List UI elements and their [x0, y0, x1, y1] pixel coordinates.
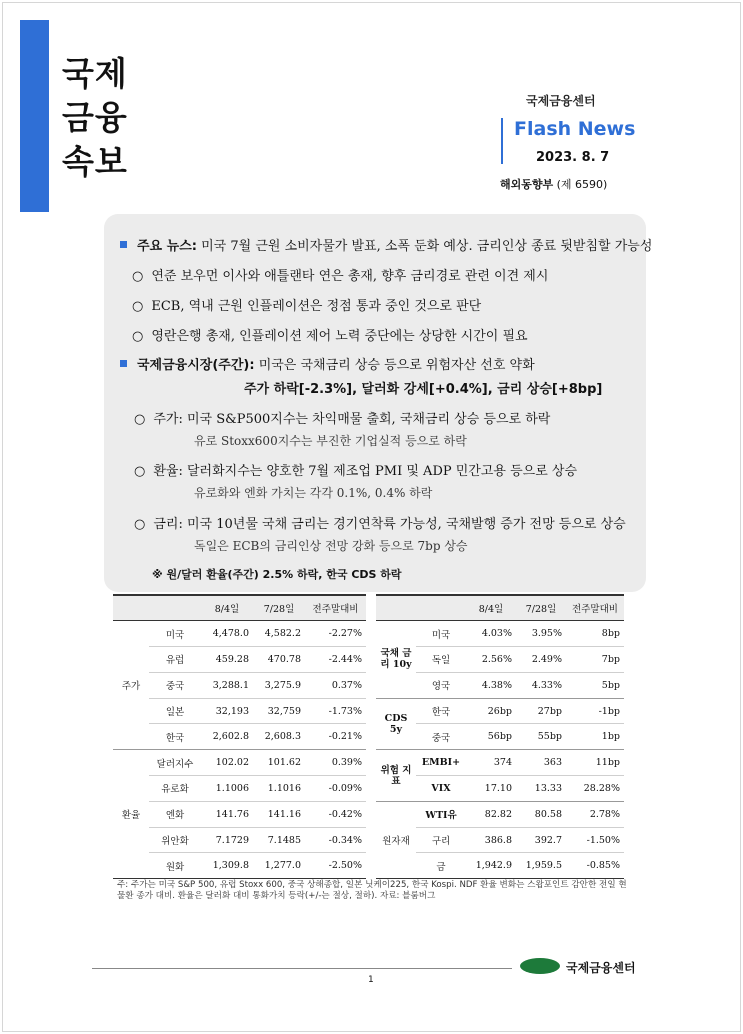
- cell-previous: 80.58: [516, 801, 566, 827]
- cell-change: 1bp: [566, 724, 624, 750]
- cell-current: 459.28: [201, 647, 253, 673]
- table-header: [149, 595, 201, 621]
- cell-current: 56bp: [466, 724, 516, 750]
- table-header: 전주말대비: [305, 595, 366, 621]
- news-headline: [120, 235, 652, 254]
- cell-change: 2.78%: [566, 801, 624, 827]
- row-label: VIX: [416, 776, 466, 802]
- table-rates-commodities: [376, 594, 624, 879]
- table-row: [113, 750, 366, 776]
- square-bullet-icon: [120, 360, 127, 367]
- market-item-label: 금리:: [153, 517, 183, 532]
- table-row: [113, 853, 366, 879]
- cell-change: 28.28%: [566, 776, 624, 802]
- department: [500, 176, 607, 192]
- document-title: [62, 52, 128, 184]
- row-label: 유로화: [149, 776, 201, 802]
- market-headline: [120, 354, 535, 373]
- series-name: Flash News: [514, 118, 636, 140]
- cell-change: -2.27%: [305, 621, 366, 647]
- cell-previous: 32,759: [253, 698, 305, 724]
- table-header: 전주말대비: [566, 595, 624, 621]
- cell-change: 0.39%: [305, 750, 366, 776]
- news-label: 주요 뉴스:: [137, 239, 197, 254]
- news-item-text: 연준 보우먼 이사와 애틀랜타 연은 총재, 향후 금리경로 관련 이견 제시: [151, 269, 549, 284]
- group-label: 원자재: [376, 801, 416, 878]
- circle-bullet-icon: ○: [132, 269, 144, 284]
- title-line-3: 속보: [62, 142, 128, 181]
- cell-current: 4.03%: [466, 621, 516, 647]
- circle-bullet-icon: ○: [132, 299, 144, 314]
- market-item-label: 주가:: [153, 412, 183, 427]
- market-item-rates: [134, 513, 626, 532]
- cell-current: 1.1006: [201, 776, 253, 802]
- cell-change: -1.50%: [566, 827, 624, 853]
- market-headline-text: 미국은 국채금리 상승 등으로 위험자산 선호 약화: [258, 358, 535, 373]
- market-item-line2: 유로화와 엔화 가치는 각각 0.1%, 0.4% 하락: [194, 486, 433, 500]
- cell-previous: 1,277.0: [253, 853, 305, 879]
- news-item: [132, 325, 528, 344]
- circle-bullet-icon: ○: [134, 517, 146, 532]
- org-name: 국제금융센터: [526, 94, 596, 108]
- cell-previous: 101.62: [253, 750, 305, 776]
- cell-current: 17.10: [466, 776, 516, 802]
- row-label: 미국: [149, 621, 201, 647]
- cell-current: 3,288.1: [201, 672, 253, 698]
- cell-previous: 392.7: [516, 827, 566, 853]
- cell-change: -1.73%: [305, 698, 366, 724]
- market-item-label: 환율:: [153, 464, 183, 479]
- cell-change: -2.44%: [305, 647, 366, 673]
- cell-previous: 13.33: [516, 776, 566, 802]
- group-label: CDS 5y: [376, 698, 416, 750]
- cell-current: 141.76: [201, 801, 253, 827]
- cell-change: -0.42%: [305, 801, 366, 827]
- cell-current: 4,478.0: [201, 621, 253, 647]
- table-row: [376, 750, 624, 776]
- cell-previous: 4.33%: [516, 672, 566, 698]
- cell-previous: 4,582.2: [253, 621, 305, 647]
- group-label: 위험 지표: [376, 750, 416, 802]
- row-label: 달러지수: [149, 750, 201, 776]
- market-item-fx: [134, 460, 577, 479]
- cell-current: 2,602.8: [201, 724, 253, 750]
- table-row: [113, 672, 366, 698]
- table-header: 8/4일: [466, 595, 516, 621]
- row-label: 중국: [416, 724, 466, 750]
- cell-current: 7.1729: [201, 827, 253, 853]
- row-label: 엔화: [149, 801, 201, 827]
- row-label: 위안화: [149, 827, 201, 853]
- table-row: [376, 698, 624, 724]
- market-item-line2: 유로 Stoxx600지수는 부진한 기업실적 등으로 하락: [194, 434, 467, 448]
- table-row: [113, 698, 366, 724]
- cell-change: -0.09%: [305, 776, 366, 802]
- news-item-text: 영란은행 총재, 인플레이션 제어 노력 중단에는 상당한 시간이 필요: [151, 329, 528, 344]
- title-accent-bar: [20, 20, 49, 212]
- market-item-line1: 달러화지수는 양호한 7월 제조업 PMI 및 ADP 민간고용 등으로 상승: [186, 464, 578, 479]
- cell-previous: 27bp: [516, 698, 566, 724]
- table-row: [113, 647, 366, 673]
- cell-previous: 2.49%: [516, 647, 566, 673]
- circle-bullet-icon: ○: [132, 329, 144, 344]
- table-row: [113, 724, 366, 750]
- cell-change: -1bp: [566, 698, 624, 724]
- cell-previous: 363: [516, 750, 566, 776]
- row-label: 구리: [416, 827, 466, 853]
- cell-change: 7bp: [566, 647, 624, 673]
- table-row: [113, 827, 366, 853]
- cell-previous: 3,275.9: [253, 672, 305, 698]
- cell-change: 0.37%: [305, 672, 366, 698]
- table-footnote: 주: 주가는 미국 S&P 500, 유럽 Stoxx 600, 중국 상해종합, 일본 닛케이225, 한국 Kospi. NDF 환율 변화는 스왑포인트 감안한 전일 현물환 종가 대비. 환율은 달러화 대비 통화가치 등락(+/-는 절상, 절하). 자료: 블룸버그: [117, 880, 627, 901]
- group-label: 국채 금리 10y: [376, 621, 416, 698]
- news-item-text: ECB, 역내 근원 인플레이션은 정점 통과 중인 것으로 판단: [151, 299, 482, 314]
- table-row: [376, 621, 624, 647]
- dept-name: 해외동향부: [500, 178, 554, 191]
- cell-change: -0.85%: [566, 853, 624, 879]
- news-item: [132, 265, 548, 284]
- table-header: [416, 595, 466, 621]
- cell-previous: 2,608.3: [253, 724, 305, 750]
- cell-current: 4.38%: [466, 672, 516, 698]
- row-label: 한국: [416, 698, 466, 724]
- won-note: ※ 원/달러 환율(주간) 2.5% 하락, 한국 CDS 하락: [152, 568, 402, 581]
- table-header: 7/28일: [516, 595, 566, 621]
- cell-previous: 1.1016: [253, 776, 305, 802]
- summary-box: [104, 214, 653, 592]
- cell-previous: 55bp: [516, 724, 566, 750]
- market-item-stocks: [134, 408, 550, 427]
- cell-current: 386.8: [466, 827, 516, 853]
- issue-date: 2023. 8. 7: [536, 150, 610, 165]
- market-item-line1: 미국 S&P500지수는 차익매물 출회, 국채금리 상승 등으로 하락: [186, 412, 551, 427]
- row-label: 영국: [416, 672, 466, 698]
- market-label: 국제금융시장(주간):: [137, 358, 255, 373]
- cell-change: -2.50%: [305, 853, 366, 879]
- row-label: 미국: [416, 621, 466, 647]
- row-label: 원화: [149, 853, 201, 879]
- footer-divider: [92, 968, 512, 969]
- market-subhead: 주가 하락[-2.3%], 달러화 강세[+0.4%], 금리 상승[+8bp]: [244, 382, 603, 397]
- table-stocks-fx: [113, 594, 366, 879]
- cell-change: 5bp: [566, 672, 624, 698]
- cell-previous: 470.78: [253, 647, 305, 673]
- table-row: [113, 621, 366, 647]
- market-item-line2: 독일은 ECB의 금리인상 전망 강화 등으로 7bp 상승: [194, 539, 468, 553]
- cell-change: 8bp: [566, 621, 624, 647]
- table-header: [113, 595, 149, 621]
- cell-change: 11bp: [566, 750, 624, 776]
- cell-previous: 7.1485: [253, 827, 305, 853]
- market-item-line1: 미국 10년물 국채 금리는 경기연착륙 가능성, 국채발행 증가 전망 등으로 상승: [186, 517, 626, 532]
- cell-previous: 1,959.5: [516, 853, 566, 879]
- row-label: 독일: [416, 647, 466, 673]
- title-line-1: 국제: [62, 54, 128, 93]
- table-header: 8/4일: [201, 595, 253, 621]
- cell-current: 1,309.8: [201, 853, 253, 879]
- cell-change: -0.21%: [305, 724, 366, 750]
- cell-previous: 3.95%: [516, 621, 566, 647]
- news-item: [132, 295, 481, 314]
- table-header: 7/28일: [253, 595, 305, 621]
- logo-text: 국제금융센터: [566, 961, 636, 975]
- cell-previous: 141.16: [253, 801, 305, 827]
- table-header: [376, 595, 416, 621]
- cell-current: 82.82: [466, 801, 516, 827]
- row-label: 유럽: [149, 647, 201, 673]
- row-label: WTI유: [416, 801, 466, 827]
- row-label: 금: [416, 853, 466, 879]
- news-headline-text: 미국 7월 근원 소비자물가 발표, 소폭 둔화 예상. 금리인상 종료 뒷받침할 가능성: [201, 239, 653, 254]
- cell-current: 1,942.9: [466, 853, 516, 879]
- cell-current: 102.02: [201, 750, 253, 776]
- row-label: EMBI+: [416, 750, 466, 776]
- square-bullet-icon: [120, 241, 127, 248]
- logo-mark-icon: [520, 958, 560, 974]
- issue-number: (제 6590): [556, 178, 608, 191]
- cell-current: 32,193: [201, 698, 253, 724]
- circle-bullet-icon: ○: [134, 412, 146, 427]
- group-label: 환율: [113, 750, 149, 879]
- title-line-2: 금융: [62, 98, 128, 137]
- page-number: 1: [368, 975, 374, 985]
- table-row: [113, 776, 366, 802]
- cell-change: -0.34%: [305, 827, 366, 853]
- cell-current: 374: [466, 750, 516, 776]
- row-label: 한국: [149, 724, 201, 750]
- row-label: 중국: [149, 672, 201, 698]
- cell-current: 26bp: [466, 698, 516, 724]
- row-label: 일본: [149, 698, 201, 724]
- circle-bullet-icon: ○: [134, 464, 146, 479]
- group-label: 주가: [113, 621, 149, 750]
- table-row: [113, 801, 366, 827]
- cell-current: 2.56%: [466, 647, 516, 673]
- masthead-divider: [501, 118, 503, 164]
- table-row: [376, 801, 624, 827]
